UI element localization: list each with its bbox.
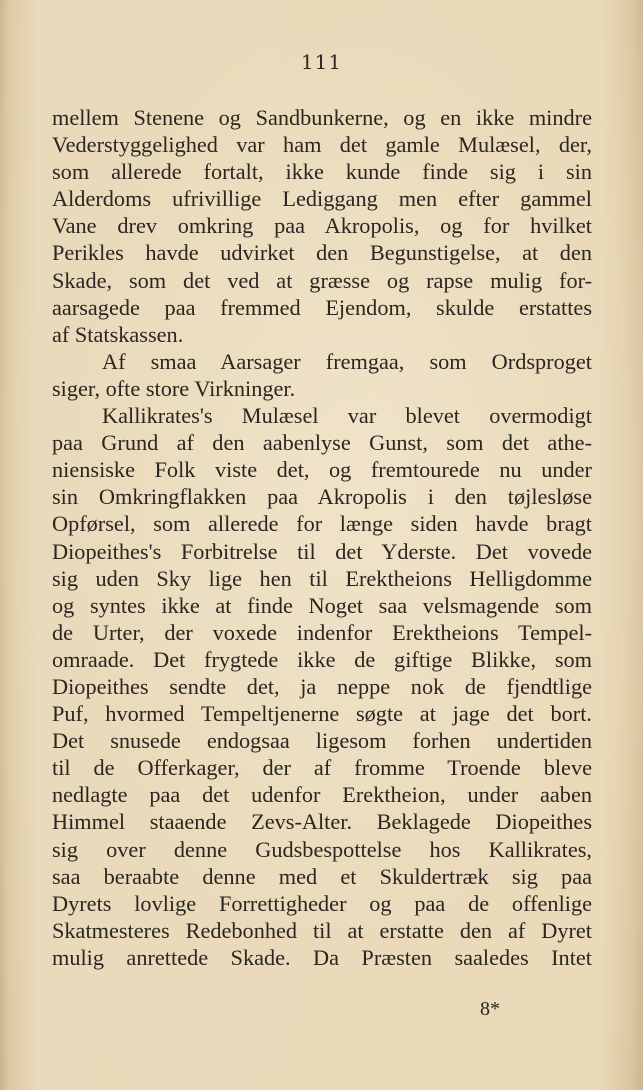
- text-line: nedlagte paa det udenfor Erektheion, under aaben: [52, 782, 592, 808]
- sheet-signature-mark: 8*: [480, 998, 500, 1020]
- text-line: Vane drev omkring paa Akropolis, og for hvilket: [52, 213, 592, 239]
- text-line: af Statskassen.: [52, 321, 184, 347]
- text-line: og syntes ikke at finde Noget saa velsmagende som: [52, 592, 592, 618]
- text-line: mulig anrettede Skade. Da Præsten saaledes Intet: [52, 944, 592, 970]
- text-line: Skatmesteres Redebonhed til at erstatte den af Dyret: [52, 917, 592, 943]
- text-line: Alderdoms ufrivillige Lediggang men efter gammel: [52, 186, 592, 212]
- text-line: omraade. Det frygtede ikke de giftige Blikke, som: [52, 646, 592, 672]
- text-line: sig over denne Gudsbespottelse hos Kallikrates,: [52, 836, 592, 862]
- text-line: Af smaa Aarsager fremgaa, som Ordsproget: [102, 348, 592, 374]
- text-line: aarsagede paa fremmed Ejendom, skulde erstattes: [52, 294, 592, 320]
- text-line: Vederstyggelighed var ham det gamle Mulæsel, der,: [52, 132, 592, 158]
- text-line: Dyrets lovlige Forrettigheder og paa de offenlige: [52, 890, 592, 916]
- text-line: Diopeithes sendte det, ja neppe nok de fjendtlige: [52, 673, 592, 699]
- text-line: sin Omkringflakken paa Akropolis i den tøjlesløse: [52, 484, 592, 510]
- text-line: Opførsel, som allerede for længe siden havde bragt: [52, 511, 592, 537]
- text-line: sig uden Sky lige hen til Erektheions Helligdomme: [52, 565, 592, 591]
- page-number: 111: [300, 50, 343, 74]
- text-line: siger, ofte store Virkninger.: [52, 375, 296, 401]
- text-line: Det snusede endogsaa ligesom forhen undertiden: [52, 728, 592, 754]
- text-line: de Urter, der voxede indenfor Erektheions Tempel-: [52, 619, 592, 645]
- text-line: til de Offerkager, der af fromme Troende bleve: [52, 755, 592, 781]
- text-line: saa beraabte denne med et Skuldertræk sig paa: [52, 863, 592, 889]
- text-line: Puf, hvormed Tempeltjenerne søgte at jage det bort.: [52, 701, 592, 727]
- text-line: Diopeithes's Forbitrelse til det Yderste. Det vovede: [52, 538, 592, 564]
- text-line: som allerede fortalt, ikke kunde finde sig i sin: [52, 159, 592, 185]
- text-line: Perikles havde udvirket den Begunstigelse, at den: [52, 240, 592, 266]
- text-line: niensiske Folk viste det, og fremtourede nu under: [52, 457, 592, 483]
- text-line: Kallikrates's Mulæsel var blevet overmodigt: [102, 403, 592, 429]
- body-text: [52, 104, 592, 971]
- text-line: mellem Stenene og Sandbunkerne, og en ikke mindre: [52, 105, 592, 130]
- text-line: paa Grund af den aabenlyse Gunst, som det athe-: [52, 430, 592, 456]
- text-line: Skade, som det ved at græsse og rapse mulig for-: [52, 267, 592, 293]
- text-line: Himmel staaende Zevs-Alter. Beklagede Diopeithes: [52, 809, 592, 835]
